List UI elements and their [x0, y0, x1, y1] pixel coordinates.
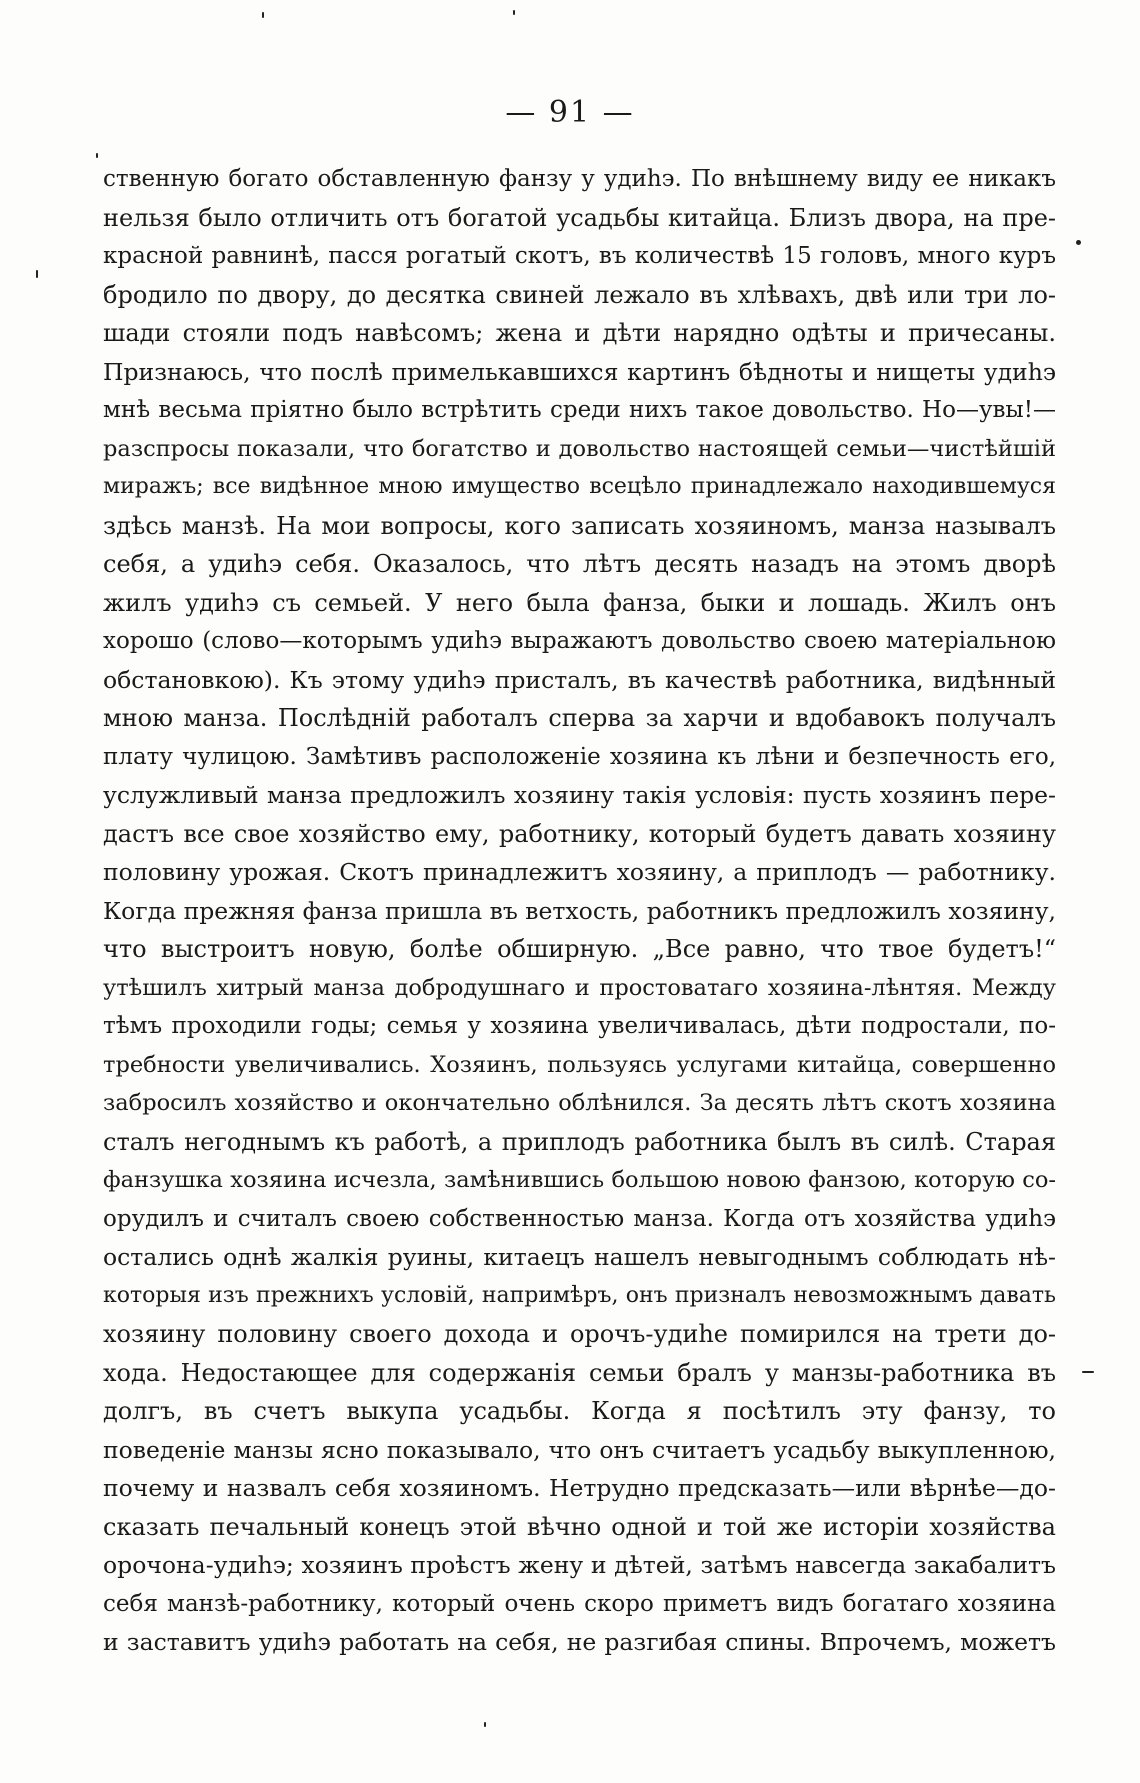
text-line: фанзушка хозяина исчезла, замѣнившись большою новою фанзою, которую со- [103, 1167, 1056, 1193]
scan-speck [36, 270, 38, 278]
text-line: ственную богато обставленную фанзу у удиһэ. По внѣшнему виду ее никакъ [103, 166, 1056, 192]
text-line: услужливый манза предложилъ хозяину такія условія: пусть хозяинъ пере- [103, 781, 1056, 809]
text-line: здѣсь манзѣ. На мои вопросы, кого записать хозяиномъ, манза называлъ [103, 511, 1056, 540]
text-line: орудилъ и считалъ своею собственностью манза. Когда отъ хозяйства удиһэ [103, 1205, 1056, 1232]
text-line: разспросы показали, что богатство и довольство настоящей семьи—чистѣйшій [103, 435, 1056, 462]
text-line: хода. Недостающее для содержанія семьи бралъ у манзы-работника въ [103, 1358, 1056, 1387]
text-line: мнѣ весьма пріятно было встрѣтить среди нихъ такое довольство. Но—увы!— [103, 397, 1056, 423]
text-line: себя, а удиһэ себя. Оказалось, что лѣтъ десять назадъ на этомъ дворѣ [103, 550, 1056, 578]
body-text [103, 160, 1056, 1662]
text-line: мною манза. Послѣдній работалъ сперва за харчи и вдобавокъ получалъ [103, 704, 1056, 732]
text-line: которыя изъ прежнихъ условій, напримѣръ, онъ призналъ невозможнымъ давать [103, 1282, 1056, 1308]
scan-speck [262, 12, 264, 18]
text-line: что выстроитъ новую, болѣе обширную. „Все равно, что твое будетъ!“ [103, 935, 1056, 963]
text-line: и заставитъ удиһэ работать на себя, не разгибая спины. Впрочемъ, можетъ [103, 1628, 1056, 1656]
text-line: обстановкою). Къ этому удиһэ присталъ, въ качествѣ работника, видѣнный [103, 665, 1056, 694]
page-number: — 91 — [505, 95, 635, 130]
scan-speck [484, 1722, 486, 1727]
text-line: половину урожая. Скотъ принадлежитъ хозяину, а приплодъ — работнику. [103, 858, 1056, 886]
text-line: Когда прежняя фанза пришла въ ветхость, работникъ предложилъ хозяину, [103, 896, 1056, 925]
text-line: себя манзѣ-работнику, который очень скоро приметъ видъ богатаго хозяина [103, 1590, 1056, 1617]
text-line: орочона-удиһэ; хозяинъ проѣстъ жену и дѣтей, затѣмъ навсегда закабалитъ [103, 1551, 1056, 1579]
text-line: шади стояли подъ навѣсомъ; жена и дѣти нарядно одѣты и причесаны. [103, 319, 1056, 347]
text-line: сказать печальный конецъ этой вѣчно одной и той же исторіи хозяйства [103, 1512, 1056, 1541]
scan-speck [96, 153, 98, 158]
text-line: плату чулицою. Замѣтивъ расположеніе хозяина къ лѣни и безпечность его, [103, 743, 1056, 770]
text-line: сталъ негоднымъ къ работѣ, а приплодъ работника былъ въ силѣ. Старая [103, 1127, 1056, 1156]
text-line: дастъ все свое хозяйство ему, работнику, который будетъ давать хозяину [103, 819, 1056, 848]
text-line: хозяину половину своего дохода и орочъ-удиһе помирился на трети до- [103, 1320, 1056, 1348]
text-line: миражъ; все видѣнное мною имущество всецѣло принадлежало находившемуся [103, 474, 1056, 499]
text-line: тѣмъ проходили годы; семья у хозяина увеличивалась, дѣти подростали, по- [103, 1013, 1056, 1039]
scan-speck [1082, 1371, 1094, 1373]
text-line: жилъ удиһэ съ семьей. У него была фанза, быки и лошадь. Жилъ онъ [103, 588, 1056, 617]
text-line: бродило по двору, до десятка свиней лежало въ хлѣвахъ, двѣ или три ло- [103, 280, 1056, 309]
text-line: требности увеличивались. Хозяинъ, пользуясь услугами китайца, совершенно [103, 1051, 1056, 1078]
text-line: утѣшилъ хитрый манза добродушнаго и простоватаго хозяина-лѣнтяя. Между [103, 974, 1056, 1001]
text-line: нельзя было отличить отъ богатой усадьбы китайца. Близъ двора, на пре- [103, 203, 1056, 232]
scan-speck [513, 10, 515, 15]
text-line: остались однѣ жалкія руины, китаецъ нашелъ невыгоднымъ соблюдать нѣ- [103, 1243, 1056, 1271]
scan-speck [1076, 240, 1081, 245]
text-line: поведеніе манзы ясно показывало, что онъ считаетъ усадьбу выкупленною, [103, 1435, 1056, 1464]
text-line: Признаюсь, что послѣ примелькавшихся картинъ бѣдноты и нищеты удиһэ [103, 357, 1056, 386]
text-line: хорошо (слово—которымъ удиһэ выражаютъ довольство своею матеріальною [103, 628, 1056, 654]
text-line: долгъ, въ счетъ выкупа усадьбы. Когда я посѣтилъ эту фанзу, то [103, 1397, 1056, 1425]
text-line: забросилъ хозяйство и окончательно облѣнился. За десять лѣтъ скотъ хозяина [103, 1090, 1056, 1116]
text-line: красной равнинѣ, пасся рогатый скотъ, въ количествѣ 15 головъ, много куръ [103, 243, 1056, 269]
text-line: почему и назвалъ себя хозяиномъ. Нетрудно предсказать—или вѣрнѣе—до- [103, 1474, 1056, 1502]
